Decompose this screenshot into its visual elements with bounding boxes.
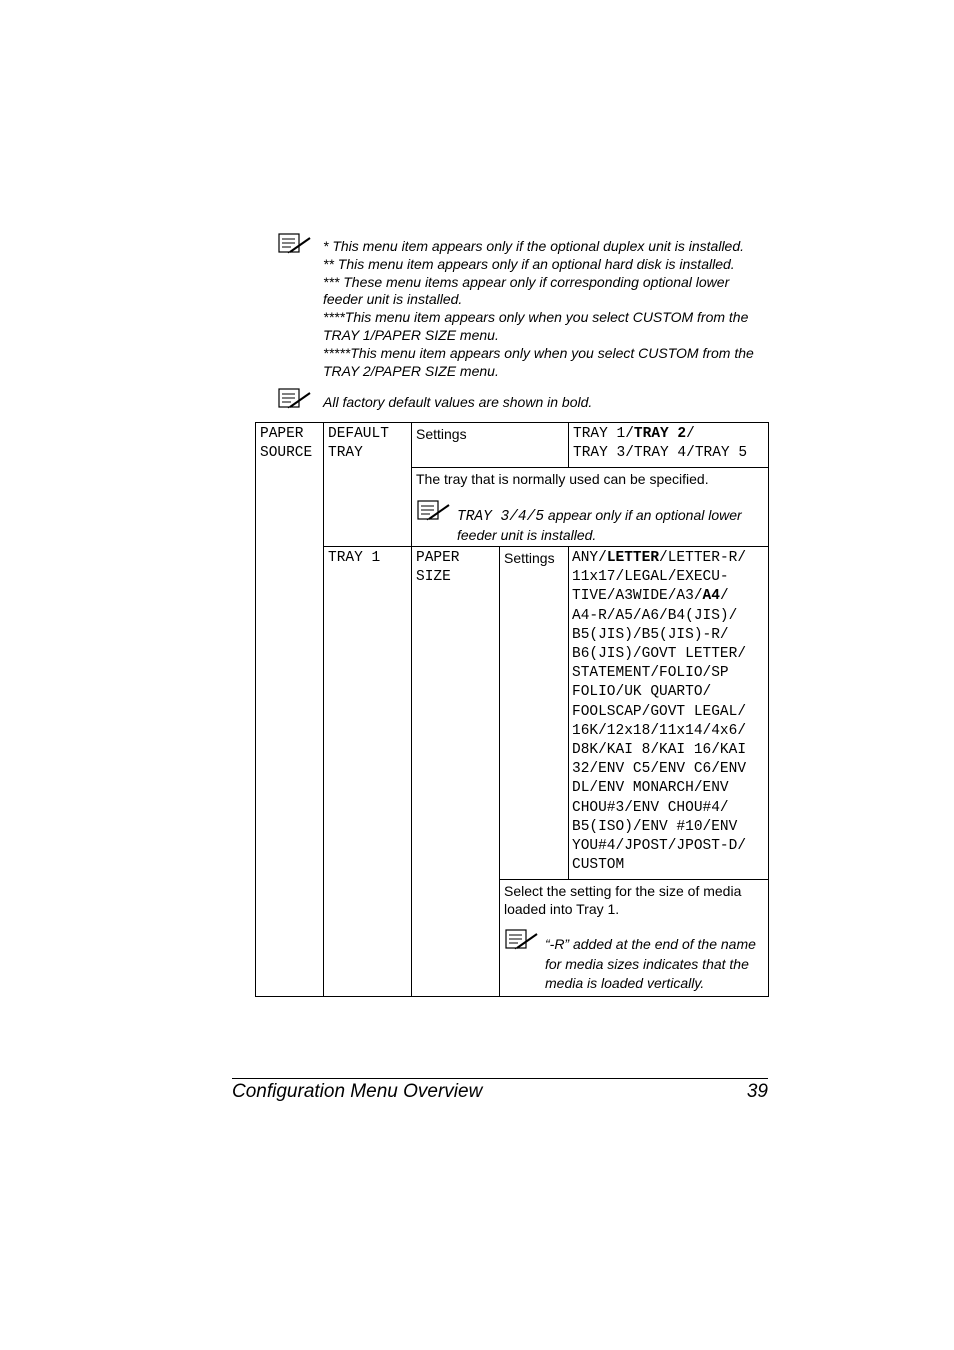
paper-size-label: PAPER SIZE: [416, 550, 460, 586]
footnote-line: * This menu item appears only if the optional duplex unit is installed.: [323, 238, 745, 254]
note-pencil-icon: [505, 928, 541, 952]
default-tray-description: The tray that is normally used can be specified.: [416, 471, 709, 487]
default-value: LETTER: [606, 550, 660, 566]
default-tray-label: DEFAULT TRAY: [328, 426, 389, 462]
footer-title: Configuration Menu Overview: [232, 1081, 483, 1102]
footnote-line: ** This menu item appears only if an optional hard disk is installed.: [323, 255, 735, 272]
default-value: A4: [702, 588, 720, 605]
footer-rule: [232, 1078, 768, 1079]
footnote-line: ****This menu item appears only when you select CUSTOM from the: [323, 309, 749, 326]
tray1-settings-label: Settings: [504, 550, 555, 566]
footnote-line: TRAY 1/PAPER SIZE menu.: [323, 326, 499, 343]
tray1-label: TRAY 1: [328, 550, 381, 566]
note-pencil-icon: [278, 387, 314, 411]
note-pencil-icon: [278, 232, 314, 256]
defaults-note-text: All factory default values are shown in bold.: [323, 394, 593, 410]
footnote-line: *****This menu item appears only when you select CUSTOM from the: [323, 344, 754, 361]
default-tray-values: TRAY 1/TRAY 2/ TRAY 3/TRAY 4/TRAY 5: [573, 426, 748, 462]
default-value: TRAY 2: [633, 426, 687, 442]
page-number: 39: [746, 1081, 768, 1102]
paper-source-label: PAPER SOURCE: [260, 426, 313, 462]
tray1-description: Select the setting for the size of media loaded into Tray 1.: [504, 883, 742, 917]
footnote-line: TRAY 2/PAPER SIZE menu.: [323, 362, 499, 379]
footnote-line: *** These menu items appear only if corresponding optional lower: [323, 273, 730, 290]
footnote-line: feeder unit is installed.: [323, 291, 463, 308]
note-pencil-icon: [417, 499, 453, 523]
tray1-note: “-R” added at the end of the name for media sizes indicates that the media is loaded vertically.: [545, 936, 756, 991]
default-tray-settings-label: Settings: [416, 426, 467, 442]
paper-size-values: ANY/LETTER/LETTER-R/ 11x17/LEGAL/EXECU- TIVE/A3WIDE/A3/A4/ A4-R/A5/A6/B4(JIS)/ B5(JIS)/B5(JIS)-R/ B6(JIS)/GOVT LETTER/ STATEMENT/FOLIO/SP FOLIO/UK QUARTO/ FOOLSCAP/GOVT LEGAL/ 16K/12x18/11x14/4x6/ D8K/KAI 8/KAI 16/KAI 32/ENV C5/ENV C6/ENV DL/ENV MONARCH/ENV CHOU#3/ENV CHOU#4/ B5(ISO)/ENV #10/ENV YOU#4/JPOST/JPOST-D/ CUSTOM: [572, 550, 747, 874]
default-tray-note: TRAY 3/4/5 appear only if an optional lower feeder unit is installed.: [457, 507, 742, 543]
footnote-list: [323, 238, 754, 380]
